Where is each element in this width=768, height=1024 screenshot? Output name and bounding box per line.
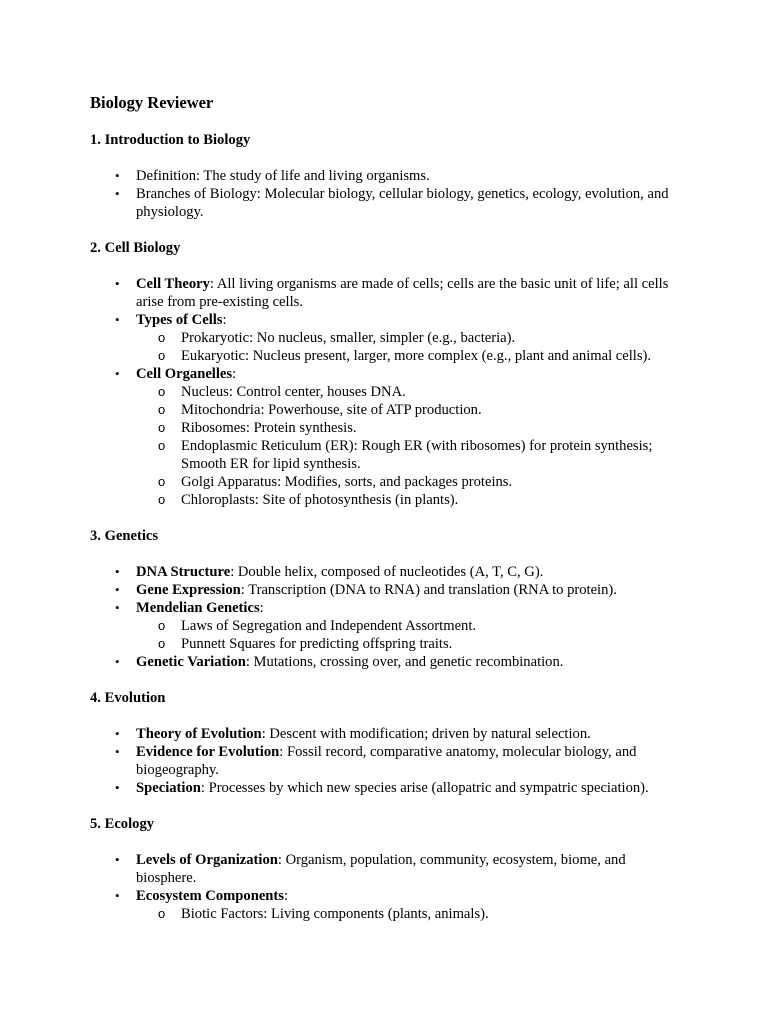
list-item bbox=[90, 275, 680, 311]
section-heading: 2. Cell Biology bbox=[90, 240, 181, 256]
section-heading: 5. Ecology bbox=[90, 816, 155, 832]
item-text: : Mutations, crossing over, and genetic recombination. bbox=[245, 654, 564, 670]
circle-bullet-icon: o bbox=[158, 330, 166, 345]
item-text: : Processes by which new species arise (allopatric and sympatric speciation). bbox=[200, 780, 649, 796]
sub-item-text: Laws of Segregation and Independent Assortment. bbox=[181, 618, 477, 634]
bullet-icon: • bbox=[115, 888, 120, 903]
item-text: Definition: The study of life and living organisms. bbox=[136, 168, 430, 184]
sub-list bbox=[136, 905, 680, 923]
sub-item-text: Prokaryotic: No nucleus, smaller, simpler (e.g., bacteria). bbox=[181, 330, 516, 346]
item-label: Levels of Organization bbox=[136, 852, 278, 868]
item-label: Genetic Variation bbox=[136, 654, 246, 670]
item-label: Ecosystem Components bbox=[136, 888, 284, 904]
item-text: : bbox=[232, 366, 237, 382]
circle-bullet-icon: o bbox=[158, 420, 166, 435]
bullet-icon: • bbox=[115, 276, 120, 291]
list-item bbox=[90, 653, 680, 671]
item-label: Gene Expression bbox=[136, 582, 241, 598]
item-text: : Fossil record, comparative anatomy, molecular biology, and biogeography. bbox=[136, 744, 637, 778]
list-item bbox=[90, 725, 680, 743]
sub-item-text: Biotic Factors: Living components (plants, animals). bbox=[181, 906, 489, 922]
bullet-icon: • bbox=[115, 366, 120, 381]
section-heading: 1. Introduction to Biology bbox=[90, 132, 251, 148]
sub-item-text: Chloroplasts: Site of photosynthesis (in plants). bbox=[181, 492, 459, 508]
sub-list bbox=[136, 383, 680, 509]
section-heading: 4. Evolution bbox=[90, 690, 166, 706]
bullet-icon: • bbox=[115, 582, 120, 597]
sub-list-item bbox=[136, 905, 680, 923]
sections-container bbox=[90, 131, 680, 923]
sub-list-item bbox=[136, 635, 680, 653]
list-item bbox=[90, 563, 680, 581]
bullet-list bbox=[90, 275, 680, 509]
bullet-list bbox=[90, 167, 680, 221]
list-item bbox=[90, 887, 680, 923]
bullet-icon: • bbox=[115, 564, 120, 579]
list-item bbox=[90, 185, 680, 221]
sub-item-text: Endoplasmic Reticulum (ER): Rough ER (with ribosomes) for protein synthesis; Smooth ER for lipid synthesis. bbox=[181, 438, 653, 472]
item-text: : Transcription (DNA to RNA) and translation (RNA to protein). bbox=[240, 582, 617, 598]
list-item bbox=[90, 365, 680, 509]
item-label: DNA Structure bbox=[136, 564, 231, 580]
list-item bbox=[90, 599, 680, 653]
sub-list-item bbox=[136, 419, 680, 437]
list-item bbox=[90, 581, 680, 599]
sub-item-text: Golgi Apparatus: Modifies, sorts, and packages proteins. bbox=[181, 474, 513, 490]
section-heading: 3. Genetics bbox=[90, 528, 159, 544]
list-item bbox=[90, 311, 680, 365]
item-text: : Double helix, composed of nucleotides (A, T, C, G). bbox=[230, 564, 544, 580]
list-item bbox=[90, 851, 680, 887]
circle-bullet-icon: o bbox=[158, 618, 166, 633]
bullet-icon: • bbox=[115, 600, 120, 615]
item-label: Mendelian Genetics bbox=[136, 600, 260, 616]
item-text: Branches of Biology: Molecular biology, cellular biology, genetics, ecology, evolution, and physiology. bbox=[136, 186, 669, 220]
item-text: : bbox=[259, 600, 264, 616]
bullet-icon: • bbox=[115, 186, 120, 201]
item-text: : bbox=[283, 888, 289, 904]
list-item bbox=[90, 779, 680, 797]
sub-list-item bbox=[136, 329, 680, 347]
circle-bullet-icon: o bbox=[158, 384, 166, 399]
item-label: Theory of Evolution bbox=[136, 726, 262, 742]
circle-bullet-icon: o bbox=[158, 492, 166, 507]
document-content bbox=[90, 93, 680, 941]
circle-bullet-icon: o bbox=[158, 348, 166, 363]
circle-bullet-icon: o bbox=[158, 636, 166, 651]
sub-list-item bbox=[136, 473, 680, 491]
sub-item-text: Ribosomes: Protein synthesis. bbox=[181, 420, 357, 436]
document-title: Biology Reviewer bbox=[90, 93, 214, 112]
item-label: Cell Organelles bbox=[136, 366, 233, 382]
bullet-icon: • bbox=[115, 312, 120, 327]
item-label: Types of Cells bbox=[136, 312, 223, 328]
item-text: : All living organisms are made of cells; cells are the basic unit of life; all cells arise from pre-existing cells. bbox=[136, 276, 669, 310]
sub-list-item bbox=[136, 383, 680, 401]
sub-list bbox=[136, 329, 680, 365]
list-item bbox=[90, 743, 680, 779]
bullet-list bbox=[90, 725, 680, 797]
bullet-icon: • bbox=[115, 780, 120, 795]
list-item bbox=[90, 167, 680, 185]
sub-item-text: Punnett Squares for predicting offspring traits. bbox=[181, 636, 453, 652]
item-label: Speciation bbox=[136, 780, 201, 796]
item-text: : bbox=[222, 312, 227, 328]
bullet-icon: • bbox=[115, 852, 120, 867]
sub-list-item bbox=[136, 617, 680, 635]
bullet-icon: • bbox=[115, 168, 120, 183]
circle-bullet-icon: o bbox=[158, 906, 166, 921]
sub-item-text: Eukaryotic: Nucleus present, larger, more complex (e.g., plant and animal cells). bbox=[181, 348, 652, 364]
sub-item-text: Nucleus: Control center, houses DNA. bbox=[181, 384, 406, 400]
sub-list-item bbox=[136, 401, 680, 419]
item-label: Cell Theory bbox=[136, 276, 210, 292]
circle-bullet-icon: o bbox=[158, 402, 166, 417]
item-text: : Organism, population, community, ecosystem, biome, and biosphere. bbox=[136, 852, 626, 886]
bullet-icon: • bbox=[115, 654, 120, 669]
sub-item-text: Mitochondria: Powerhouse, site of ATP production. bbox=[181, 402, 482, 418]
bullet-list bbox=[90, 851, 680, 923]
circle-bullet-icon: o bbox=[158, 474, 166, 489]
bullet-list bbox=[90, 563, 680, 671]
circle-bullet-icon: o bbox=[158, 438, 166, 453]
bullet-icon: • bbox=[115, 726, 120, 741]
sub-list-item bbox=[136, 347, 680, 365]
bullet-icon: • bbox=[115, 744, 120, 759]
item-text: : Descent with modification; driven by natural selection. bbox=[261, 726, 591, 742]
sub-list bbox=[136, 617, 680, 653]
sub-list-item bbox=[136, 437, 680, 473]
sub-list-item bbox=[136, 491, 680, 509]
item-label: Evidence for Evolution bbox=[136, 744, 280, 760]
